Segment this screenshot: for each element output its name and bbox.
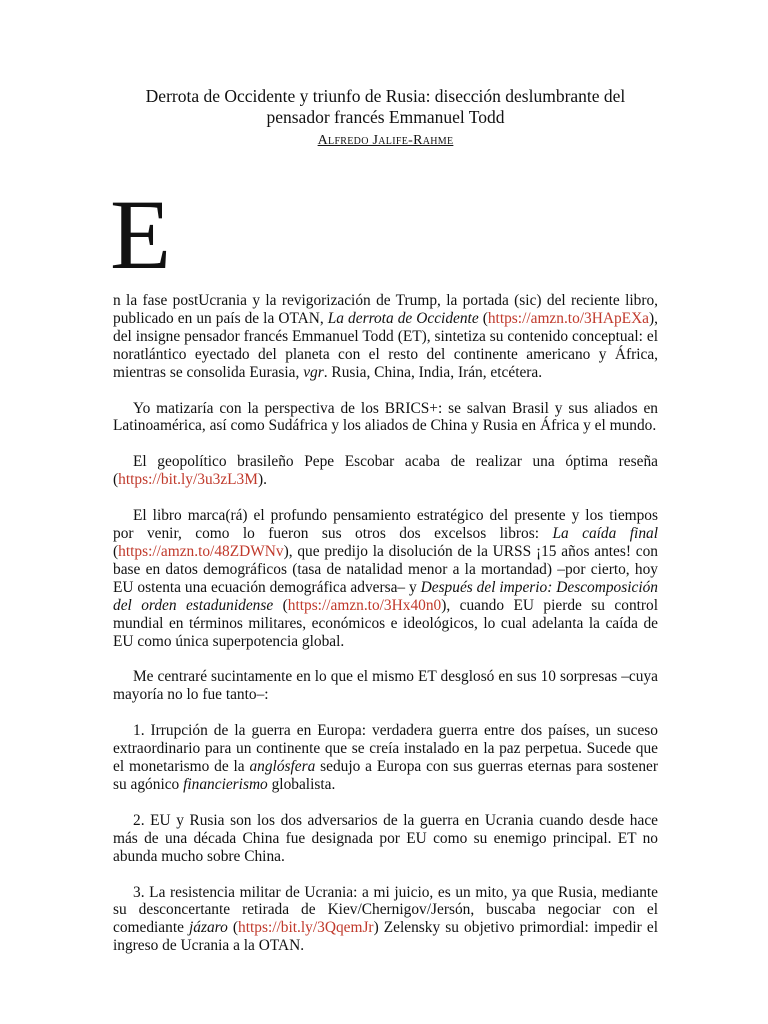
italic-title: jázaro: [189, 919, 228, 937]
text-run: ), cuando EU pierde su control mundial en términos militares, económicos e ideológicos, lo cual adelanta la caída de EU como única superpotencia global.: [113, 596, 659, 650]
paragraph: [113, 507, 658, 650]
author-byline: [113, 132, 658, 150]
text-run: ), del insigne pensador francés Emmanuel Todd (ET), sintetiza su contenido conceptual: el noratlántico eyectado del planeta con el resto del continente americano y África, mientras se consolida Eurasia,: [113, 309, 658, 381]
hyperlink[interactable]: https://amzn.to/3HApEXa: [487, 309, 650, 327]
hyperlink[interactable]: https://amzn.to/48ZDWNv: [118, 542, 284, 560]
text-run: globalista.: [267, 775, 336, 793]
italic-title: vgr: [303, 363, 324, 381]
text-run: (: [273, 596, 288, 614]
text-run: 1. Irrupción de la guerra en Europa: verdadera guerra entre dos países, un suceso extraordinario para un continente que se creía instalado en la paz perpetua. Sucede que el monetarismo de la: [113, 722, 658, 776]
hyperlink[interactable]: https://bit.ly/3QqemJr: [238, 919, 374, 937]
article: [110, 86, 659, 973]
hyperlink[interactable]: https://amzn.to/3Hx40n0: [287, 596, 442, 614]
text-run: . Rusia, China, India, Irán, etcétera.: [323, 363, 543, 381]
text-run: ), que predijo la disolución de la URSS ¡15 años antes! con base en datos demográficos (tasa de natalidad menor a la mortandad) –por cierto, hoy EU ostenta una ecuación demográfica adversa– y: [113, 542, 658, 596]
text-run: Yo matizaría con la perspectiva de los BRICS+: se salvan Brasil y sus aliados en Latinoamérica, así como Sudáfrica y los aliados de China y Rusia en África y el mundo.: [113, 399, 658, 435]
paragraph: [113, 668, 658, 704]
article-body: [113, 292, 658, 955]
text-run: ) Zelensky su objetivo primordial: impedir el ingreso de Ucrania a la OTAN.: [113, 919, 658, 955]
italic-title: La caída final: [552, 525, 658, 543]
text-run: sedujo a Europa con sus guerras eternas para sostener su agónico: [113, 758, 658, 793]
paragraph: [113, 812, 658, 866]
text-run: Me centraré sucintamente en lo que el mismo ET desglosó en sus 10 sorpresas –cuya mayoría no lo fue tanto–:: [113, 668, 658, 704]
italic-title: Después del imperio: Descomposición del orden estadunidense: [113, 578, 659, 614]
author-link[interactable]: Alfredo Jalife-Rahme: [317, 133, 454, 148]
text-run: El geopolítico brasileño Pepe Escobar acaba de realizar una óptima reseña (: [113, 453, 658, 489]
paragraph: [113, 292, 658, 382]
italic-title: La derrota de Occidente: [327, 309, 479, 327]
text-run: (: [113, 542, 119, 560]
text-run: (: [478, 309, 488, 327]
text-run: n la fase postUcrania y la revigorización de Trump, la portada (sic) del reciente libro, publicado en un país de la OTAN,: [113, 292, 658, 327]
text-run: (: [227, 919, 239, 937]
paragraph: [113, 884, 658, 956]
article-title: Derrota de Occidente y triunfo de Rusia: disección deslumbrante del pensador francés Emmanuel Todd: [145, 86, 626, 127]
text-run: ).: [257, 471, 267, 489]
paragraph: [113, 400, 658, 436]
paragraph: [113, 722, 658, 794]
text-run: 2. EU y Rusia son los dos adversarios de la guerra en Ucrania cuando desde hace más de una década China fue designada por EU como su enemigo principal. ET no abunda mucho sobre China.: [113, 811, 658, 865]
italic-title: anglósfera: [249, 758, 316, 776]
text-run: El libro marca(rá) el profundo pensamiento estratégico del presente y los tiempos por venir, como lo fueron sus otros dos excelsos libros:: [113, 507, 658, 543]
italic-title: financierismo: [183, 775, 268, 793]
text-run: 3. La resistencia militar de Ucrania: a mi juicio, es un mito, ya que Rusia, mediante su desconcertante retirada de Kiev/Chernigov/Jersón, buscaba negociar con el comediante: [113, 883, 658, 937]
paragraph: [113, 453, 658, 489]
hyperlink[interactable]: https://bit.ly/3u3zL3M: [118, 471, 258, 489]
drop-cap: E: [110, 179, 172, 290]
